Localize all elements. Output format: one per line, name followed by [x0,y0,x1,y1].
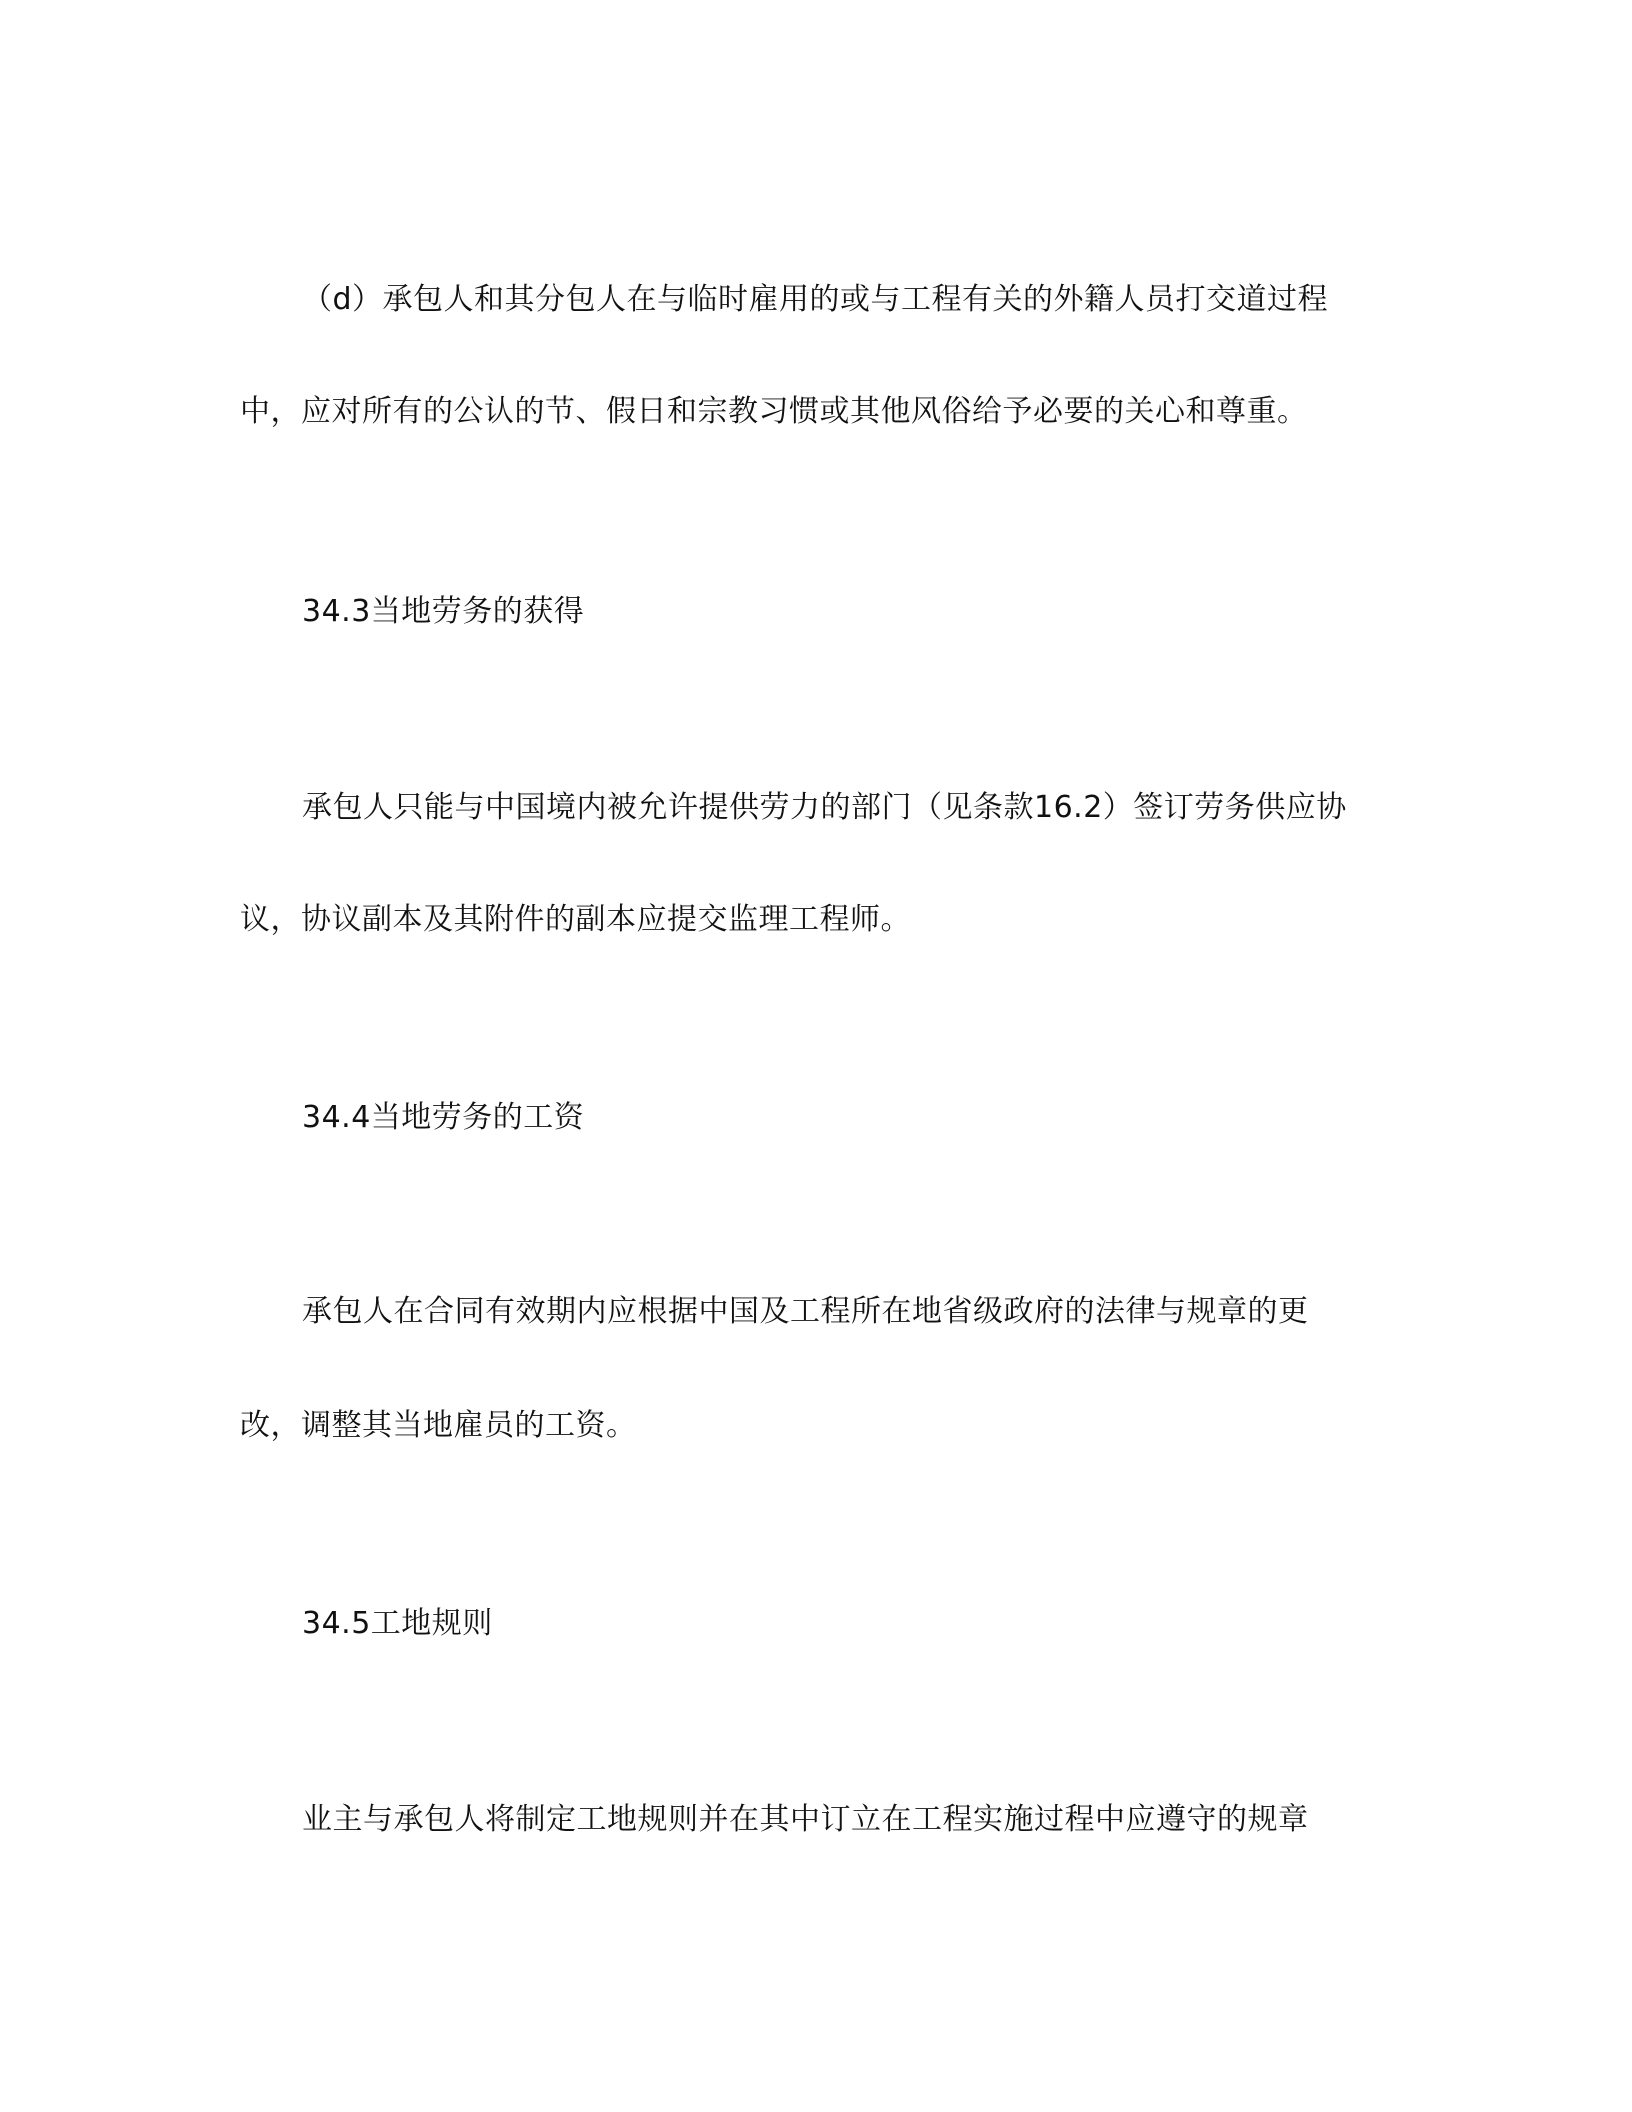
paragraph-34-3-line-1: 承包人只能与中国境内被允许提供劳力的部门（见条款16.2）签订劳务供应协 [302,790,1347,825]
paragraph-34-4-line-2: 改，调整其当地雇员的工资。 [240,1408,637,1443]
section-heading-34-3: 34.3当地劳务的获得 [302,594,585,629]
paragraph-d-line-1: （d）承包人和其分包人在与临时雇用的或与工程有关的外籍人员打交道过程 [302,282,1329,317]
paragraph-34-3-line-2: 议，协议副本及其附件的副本应提交监理工程师。 [240,902,911,937]
section-heading-34-4: 34.4当地劳务的工资 [302,1100,585,1135]
paragraph-34-5-line-1: 业主与承包人将制定工地规则并在其中订立在工程实施过程中应遵守的规章 [302,1802,1309,1837]
paragraph-34-4-line-1: 承包人在合同有效期内应根据中国及工程所在地省级政府的法律与规章的更 [302,1294,1309,1329]
section-heading-34-5: 34.5工地规则 [302,1606,493,1641]
paragraph-d-line-2: 中，应对所有的公认的节、假日和宗教习惯或其他风俗给予必要的关心和尊重。 [240,394,1308,429]
